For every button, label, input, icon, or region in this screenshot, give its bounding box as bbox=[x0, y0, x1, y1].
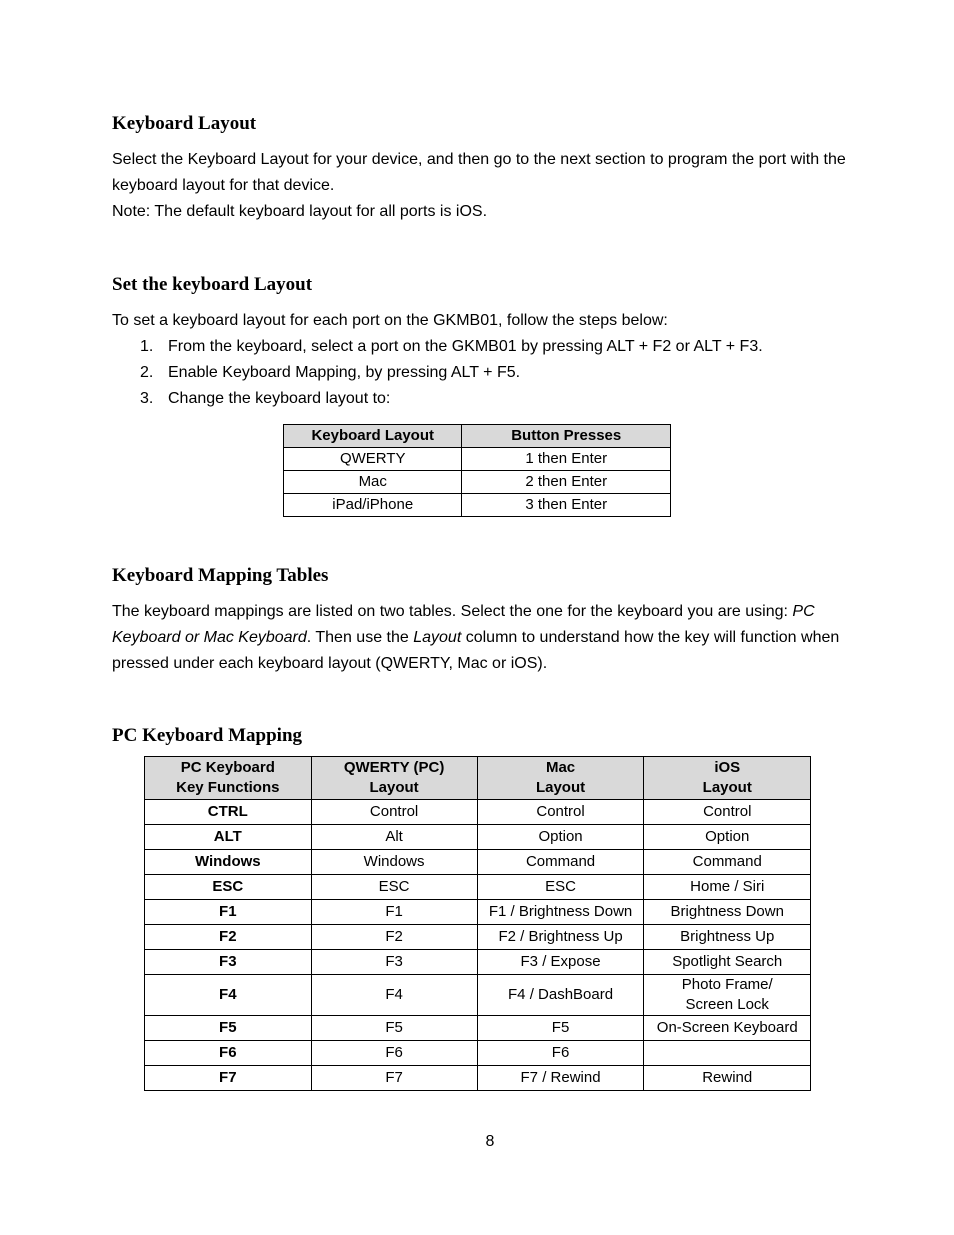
table-cell: Brightness Down bbox=[644, 900, 811, 925]
table-row bbox=[145, 900, 811, 925]
key-cell: ALT bbox=[145, 825, 312, 850]
step-item: 2. Enable Keyboard Mapping, by pressing ALT + F5. bbox=[140, 364, 521, 381]
table-cell: Rewind bbox=[644, 1066, 811, 1091]
table-cell: Command bbox=[477, 850, 644, 875]
table-cell: Alt bbox=[311, 825, 477, 850]
table-cell: F1 bbox=[311, 900, 477, 925]
keyboard-layout-heading: Keyboard Layout bbox=[112, 113, 257, 134]
table-cell: Spotlight Search bbox=[644, 950, 811, 975]
table-cell: 1 then Enter bbox=[462, 448, 671, 471]
table-row bbox=[145, 875, 811, 900]
table-cell: iPad/iPhone bbox=[284, 494, 462, 517]
table-cell: Windows bbox=[311, 850, 477, 875]
column-header: Mac Layout bbox=[477, 757, 644, 800]
table-header-row bbox=[284, 425, 671, 448]
column-header: Button Presses bbox=[462, 425, 671, 448]
table-row bbox=[145, 975, 811, 1016]
table-row bbox=[284, 471, 671, 494]
table-cell: 2 then Enter bbox=[462, 471, 671, 494]
table-cell: QWERTY bbox=[284, 448, 462, 471]
table-row bbox=[145, 850, 811, 875]
table-cell: On-Screen Keyboard bbox=[644, 1016, 811, 1041]
table-cell bbox=[644, 1041, 811, 1066]
table-row bbox=[145, 925, 811, 950]
table-cell: F3 / Expose bbox=[477, 950, 644, 975]
table-cell: F3 bbox=[311, 950, 477, 975]
table-cell: F1 / Brightness Down bbox=[477, 900, 644, 925]
table-row bbox=[145, 1066, 811, 1091]
key-cell: F5 bbox=[145, 1016, 312, 1041]
key-cell: F7 bbox=[145, 1066, 312, 1091]
set-layout-heading: Set the keyboard Layout bbox=[112, 274, 313, 295]
table-cell: Control bbox=[311, 800, 477, 825]
mapping-tables-heading: Keyboard Mapping Tables bbox=[112, 565, 329, 586]
key-cell: F3 bbox=[145, 950, 312, 975]
table-row bbox=[284, 494, 671, 517]
table-cell: Command bbox=[644, 850, 811, 875]
mapping-tables-text: The keyboard mappings are listed on two tables. Select the one for the keyboard you are using: PC Keyboard or Mac Keyboard. Then use the Layout column to understand how the key will function when pressed under each keyboard layout (QWERTY, Mac or iOS). bbox=[112, 603, 840, 672]
keyboard-layout-text bbox=[112, 147, 852, 225]
table-row bbox=[145, 800, 811, 825]
table-cell: Control bbox=[477, 800, 644, 825]
table-cell: F7 bbox=[311, 1066, 477, 1091]
key-cell: F6 bbox=[145, 1041, 312, 1066]
key-cell: CTRL bbox=[145, 800, 312, 825]
column-header: Keyboard Layout bbox=[284, 425, 462, 448]
table-row bbox=[145, 1041, 811, 1066]
table-cell: ESC bbox=[477, 875, 644, 900]
table-cell: Option bbox=[477, 825, 644, 850]
table-cell: ESC bbox=[311, 875, 477, 900]
keyboard-layout-description: Select the Keyboard Layout for your device, and then go to the next section to program the port with the keyboard layout for that device. bbox=[112, 151, 846, 194]
column-header: QWERTY (PC) Layout bbox=[311, 757, 477, 800]
pc-mapping-heading: PC Keyboard Mapping bbox=[112, 725, 303, 746]
set-layout-intro: To set a keyboard layout for each port on the GKMB01, follow the steps below: bbox=[112, 312, 668, 329]
column-header: iOS Layout bbox=[644, 757, 811, 800]
set-layout-steps bbox=[112, 334, 763, 412]
keyboard-layout-note: Note: The default keyboard layout for all ports is iOS. bbox=[112, 203, 488, 220]
table-cell: F2 bbox=[311, 925, 477, 950]
table-cell: Brightness Up bbox=[644, 925, 811, 950]
table-cell: F6 bbox=[311, 1041, 477, 1066]
table-cell: Control bbox=[644, 800, 811, 825]
table-cell: F7 / Rewind bbox=[477, 1066, 644, 1091]
keyboard-layout-table bbox=[283, 424, 671, 517]
table-cell: Photo Frame/ Screen Lock bbox=[644, 975, 811, 1016]
table-cell: F4 bbox=[311, 975, 477, 1016]
table-cell: F2 / Brightness Up bbox=[477, 925, 644, 950]
key-cell: F2 bbox=[145, 925, 312, 950]
table-row bbox=[284, 448, 671, 471]
table-row bbox=[145, 950, 811, 975]
table-row bbox=[145, 1016, 811, 1041]
step-item: 3. Change the keyboard layout to: bbox=[140, 390, 391, 407]
table-cell: 3 then Enter bbox=[462, 494, 671, 517]
table-cell: F5 bbox=[311, 1016, 477, 1041]
key-cell: Windows bbox=[145, 850, 312, 875]
table-cell: Home / Siri bbox=[644, 875, 811, 900]
column-header: PC Keyboard Key Functions bbox=[145, 757, 312, 800]
key-cell: ESC bbox=[145, 875, 312, 900]
table-cell: Option bbox=[644, 825, 811, 850]
step-item: 1. From the keyboard, select a port on the GKMB01 by pressing ALT + F2 or ALT + F3. bbox=[140, 338, 763, 355]
table-cell: Mac bbox=[284, 471, 462, 494]
table-row bbox=[145, 825, 811, 850]
page-number: 8 bbox=[485, 1133, 495, 1150]
table-cell: F6 bbox=[477, 1041, 644, 1066]
table-header-row bbox=[145, 757, 811, 800]
key-cell: F4 bbox=[145, 975, 312, 1016]
pc-keyboard-mapping-table bbox=[144, 756, 811, 1091]
table-cell: F5 bbox=[477, 1016, 644, 1041]
table-cell: F4 / DashBoard bbox=[477, 975, 644, 1016]
key-cell: F1 bbox=[145, 900, 312, 925]
